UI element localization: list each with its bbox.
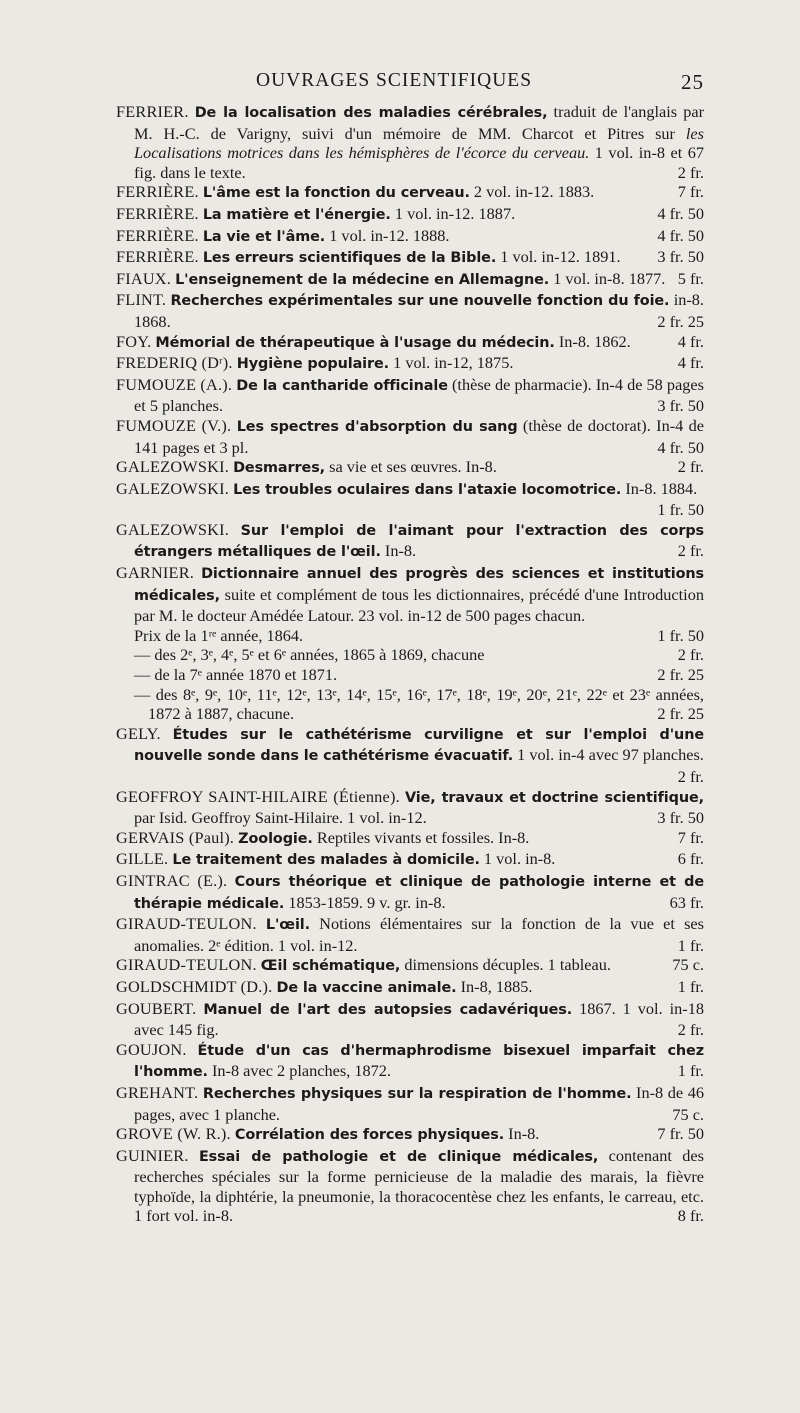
catalogue-entry [116, 1083, 704, 1124]
entry-price: 75 c. [672, 1104, 704, 1124]
catalogue-entry [116, 290, 704, 331]
entry-title: Hygiène populaire. [236, 356, 390, 373]
catalogue-entry [116, 724, 704, 787]
entry-title: Corrélation des forces physiques. [234, 1127, 505, 1144]
catalogue-entry [116, 204, 704, 226]
entry-author: GROVE (W. R.). [116, 1124, 231, 1144]
entry-description: 2 vol. in-12. 1883. [469, 182, 595, 202]
catalogue-entry [116, 102, 704, 182]
entry-title: De la localisation des maladies cérébrales, [194, 105, 548, 121]
entry-title: Le traitement des malades à domicile. [172, 852, 480, 869]
entry-description: In-8. [380, 541, 417, 561]
catalogue-entry [116, 479, 704, 520]
entry-title: Dictionnaire annuel des progrès des sciences et institutions médicales, [134, 566, 704, 604]
entry-price: 1 fr. 50 [657, 500, 704, 520]
catalogue-entry [116, 1146, 704, 1226]
entry-author: GINTRAC (E.). [116, 870, 228, 890]
catalogue-entry [116, 999, 704, 1040]
catalogue-entry [116, 787, 704, 828]
entry-title: Les troubles oculaires dans l'ataxie locomotrice. [233, 481, 622, 498]
entry-description: In-8 avec 2 planches, 1872. [207, 1061, 391, 1081]
entry-description: Notions élémentaires sur la fonction de la vue et ses anomalies. 2ᵉ édition. 1 vol. in-12. [134, 914, 704, 955]
entry-author: GOUBERT. [116, 998, 197, 1018]
entry-description: In-8. 1862. [554, 331, 631, 351]
entry-title: Desmarres, [233, 460, 326, 477]
entry-price: 3 fr. 50 [657, 247, 704, 267]
entry-author: GELY. [116, 723, 161, 743]
catalogue-entry [116, 955, 704, 977]
entry-price: 7 fr. [677, 827, 704, 847]
catalogue-entry [116, 182, 704, 204]
entry-price: 75 c. [672, 955, 704, 975]
entry-title: Manuel de l'art des autopsies cadavériques. [203, 1001, 573, 1018]
entry-description: 1 vol. in-12, 1875. [389, 353, 514, 373]
catalogue-entry [116, 1040, 704, 1083]
entry-title: De la vaccine animale. [276, 979, 457, 996]
entry-title: L'enseignement de la médecine en Allemagne. [175, 271, 550, 288]
catalogue-entry [116, 914, 704, 955]
entry-description: 1 vol. in-12. 1887. [390, 203, 516, 223]
catalogue-entry [116, 375, 704, 416]
entry-price: 4 fr. 50 [657, 203, 704, 223]
entry-author: FIAUX. [116, 268, 172, 288]
entry-title: Recherches expérimentales sur une nouvelle fonction du foie. [170, 293, 670, 310]
entry-author: FREDERIQ (Dʳ). [116, 353, 233, 373]
entry-author: GALEZOWSKI. [116, 457, 229, 477]
price-line: 2 fr. 25 — de la 7ᵉ année 1870 et 1871. [134, 665, 704, 685]
page-number: 25 [681, 70, 704, 94]
entry-price: 8 fr. [677, 1206, 704, 1226]
entry-author: GIRAUD-TEULON. [116, 955, 257, 975]
entry-author: FOY. [116, 331, 152, 351]
catalogue-entry [116, 353, 704, 375]
price-line: 1 fr. 50 Prix de la 1ʳᵉ année, 1864. [134, 625, 704, 645]
entry-title: Sur l'emploi de l'aimant pour l'extraction des corps étrangers métalliques de l'œil. [134, 522, 704, 561]
entry-price: 1 fr. [677, 976, 704, 996]
entry-title: Les erreurs scientifiques de la Bible. [202, 250, 497, 267]
entry-description-cont: 1 vol. in-8 et 67 fig. dans le texte. [134, 143, 705, 182]
entry-title: La vie et l'âme. [202, 228, 326, 245]
entry-price: 4 fr. [677, 353, 704, 373]
catalogue-entry [116, 520, 704, 563]
catalogue-entry [116, 1124, 704, 1146]
entry-author: FERRIÈRE. [116, 182, 199, 202]
entry-price: 4 fr. 50 [657, 225, 704, 245]
entry-title: Études sur le cathétérisme curviligne et sur l'emploi d'une nouvelle sonde dans le cathétérisme évacuatif. [134, 726, 705, 765]
entry-author: GALEZOWSKI. [116, 519, 229, 539]
entry-price: 6 fr. [677, 849, 704, 869]
entry-author: GEOFFROY SAINT-HILAIRE (Étienne). [116, 786, 400, 806]
entry-description: In-8 de 46 pages, avec 1 planche. [134, 1082, 704, 1124]
entry-author: GERVAIS (Paul). [116, 827, 235, 847]
entry-author: GARNIER. [116, 563, 195, 583]
entry-title: Étude d'un cas d'hermaphrodisme bisexuel imparfait chez l'homme. [134, 1042, 704, 1081]
catalogue-entry [116, 457, 704, 479]
entry-price: 3 fr. 50 [657, 396, 704, 416]
entry-price: 2 fr. [677, 767, 704, 786]
entry-description: In-8. 1884. [621, 478, 698, 498]
catalogue-entry [116, 563, 704, 626]
entry-author: FERRIÈRE. [116, 225, 199, 245]
entry-price: 1 fr. [677, 1061, 704, 1081]
entry-description: 1 vol. in-12. 1891. [496, 247, 621, 267]
catalogue-entry [116, 416, 704, 457]
entry-title: Œil schématique, [260, 958, 401, 975]
catalogue-entry [116, 332, 704, 354]
entry-author: GIRAUD-TEULON. [116, 914, 257, 934]
entry-price: 5 fr. [677, 268, 704, 288]
entry-author: GOUJON. [116, 1039, 187, 1059]
running-title: OUVRAGES SCIENTIFIQUES [256, 70, 533, 91]
catalogue-entry [116, 849, 704, 871]
entry-description: In-8, 1885. [456, 976, 533, 996]
entry-title: Mémorial de thérapeutique à l'usage du médecin. [155, 334, 555, 351]
catalogue-entry [116, 247, 704, 269]
entry-description: 1 vol. in-12. 1888. [325, 225, 450, 245]
entry-description: (thèse de doctorat). In-4 de 141 pages et 3 pl. [134, 415, 705, 457]
catalogue-entry [116, 977, 704, 999]
entry-description: 1 vol. in-8. 1877. [549, 268, 666, 288]
entry-description: suite et complément de tous les dictionnaires, précédé d'une Introduction par M. le docteur Amédée Latour. 23 vol. in-12 de 500 pages chacun. [134, 584, 704, 626]
entry-price: 2 fr. [677, 457, 704, 477]
entry-description: 1 vol. in-8. [479, 849, 556, 869]
entry-price: 7 fr. 50 [657, 1124, 704, 1144]
entry-price: 4 fr. [677, 331, 704, 351]
entry-price: 1 fr. [677, 935, 704, 955]
catalogue-entry [116, 269, 704, 291]
catalogue-entries [116, 102, 704, 1226]
entry-author: FUMOUZE (A.). [116, 374, 233, 394]
garnier-price-list [116, 626, 704, 724]
entry-title: Les spectres d'absorption du sang [236, 418, 518, 435]
catalogue-entry [116, 828, 704, 850]
entry-description: in-8. 1868. [134, 290, 704, 331]
entry-author: GOLDSCHMIDT (D.). [116, 976, 273, 996]
entry-description: contenant des recherches spéciales sur la forme pernicieuse de la maladie des marais, la fièvre typhoïde, la diphtérie, la pneumonie, la thoracocentèse chez les enfants, le carreau, etc. 1 fort vol. in-8. [134, 1145, 704, 1226]
entry-author: FUMOUZE (V.). [116, 415, 232, 435]
catalogue-entry [116, 226, 704, 248]
entry-price: 2 fr. 25 [657, 311, 704, 331]
entry-price: 7 fr. [677, 182, 704, 202]
entry-author: FERRIER. [116, 102, 189, 121]
entry-author: GREHANT. [116, 1082, 199, 1102]
price-line: 2 fr. — des 2ᵉ, 3ᵉ, 4ᵉ, 5ᵉ et 6ᵉ années, 1865 à 1869, chacune [134, 645, 704, 665]
entry-price: 2 fr. [677, 1020, 704, 1040]
entry-author: FLINT. [116, 290, 167, 310]
entry-title: Cours théorique et clinique de pathologie interne et de thérapie médicale. [134, 873, 704, 912]
catalogue-entry [116, 871, 704, 914]
entry-price: 3 fr. 50 [657, 808, 704, 828]
entry-price: 4 fr. 50 [657, 437, 704, 457]
entry-author: FERRIÈRE. [116, 247, 199, 267]
entry-price: 2 fr. [677, 541, 704, 561]
entry-title: Vie, travaux et doctrine scientifique, [405, 789, 704, 806]
entry-title: L'âme est la fonction du cerveau. [202, 185, 470, 202]
entry-title: Recherches physiques sur la respiration de l'homme. [202, 1085, 632, 1102]
entry-title: L'œil. [265, 917, 310, 934]
entry-title: Essai de pathologie et de clinique médicales, [198, 1148, 599, 1165]
entry-author: GILLE. [116, 849, 169, 869]
entry-title: La matière et l'énergie. [202, 206, 391, 223]
running-header [116, 62, 704, 102]
entry-description: traduit de l'anglais par M. H.-C. de Varigny, suivi d'un mémoire de MM. Charcot et Pitres sur [134, 102, 705, 143]
entry-description: In-8. [504, 1124, 540, 1144]
entry-title: De la cantharide officinale [236, 377, 448, 394]
entry-description: 1867. 1 vol. in-18 avec 145 fig. [134, 998, 704, 1040]
entry-description-italic: les Localisations motrices dans les hémisphères de l'écorce du cerveau. [134, 123, 704, 163]
entry-author: FERRIÈRE. [116, 203, 199, 223]
entry-author: GUINIER. [116, 1145, 189, 1165]
price-line: — des 8ᵉ, 9ᵉ, 10ᵉ, 11ᵉ, 12ᵉ, 13ᵉ, 14ᵉ, 15ᵉ, 16ᵉ, 17ᵉ, 18ᵉ, 19ᵉ, 20ᵉ, 21ᵉ, 22ᵉ et 23ᵉ années, 1872 à 1887, chacune. 2 fr. 25 [134, 684, 704, 724]
entry-title: Zoologie. [238, 830, 313, 847]
entry-description: par Isid. Geoffroy Saint-Hilaire. 1 vol. in-12. [134, 808, 427, 828]
entry-description: dimensions décuples. 1 tableau. [400, 955, 611, 975]
entry-description: (thèse de pharmacie). In-4 de 58 pages et 5 planches. [134, 374, 704, 416]
entry-price: 63 fr. [669, 892, 704, 912]
entry-author: GALEZOWSKI. [116, 478, 229, 498]
entry-description: sa vie et ses œuvres. In-8. [325, 457, 497, 477]
entry-description: 1 vol. in-4 avec 97 planches. [513, 745, 704, 765]
entry-price: 2 fr. [677, 162, 704, 182]
entry-description: Reptiles vivants et fossiles. In-8. [312, 827, 530, 847]
entry-description: 1853-1859. 9 v. gr. in-8. [284, 892, 446, 912]
